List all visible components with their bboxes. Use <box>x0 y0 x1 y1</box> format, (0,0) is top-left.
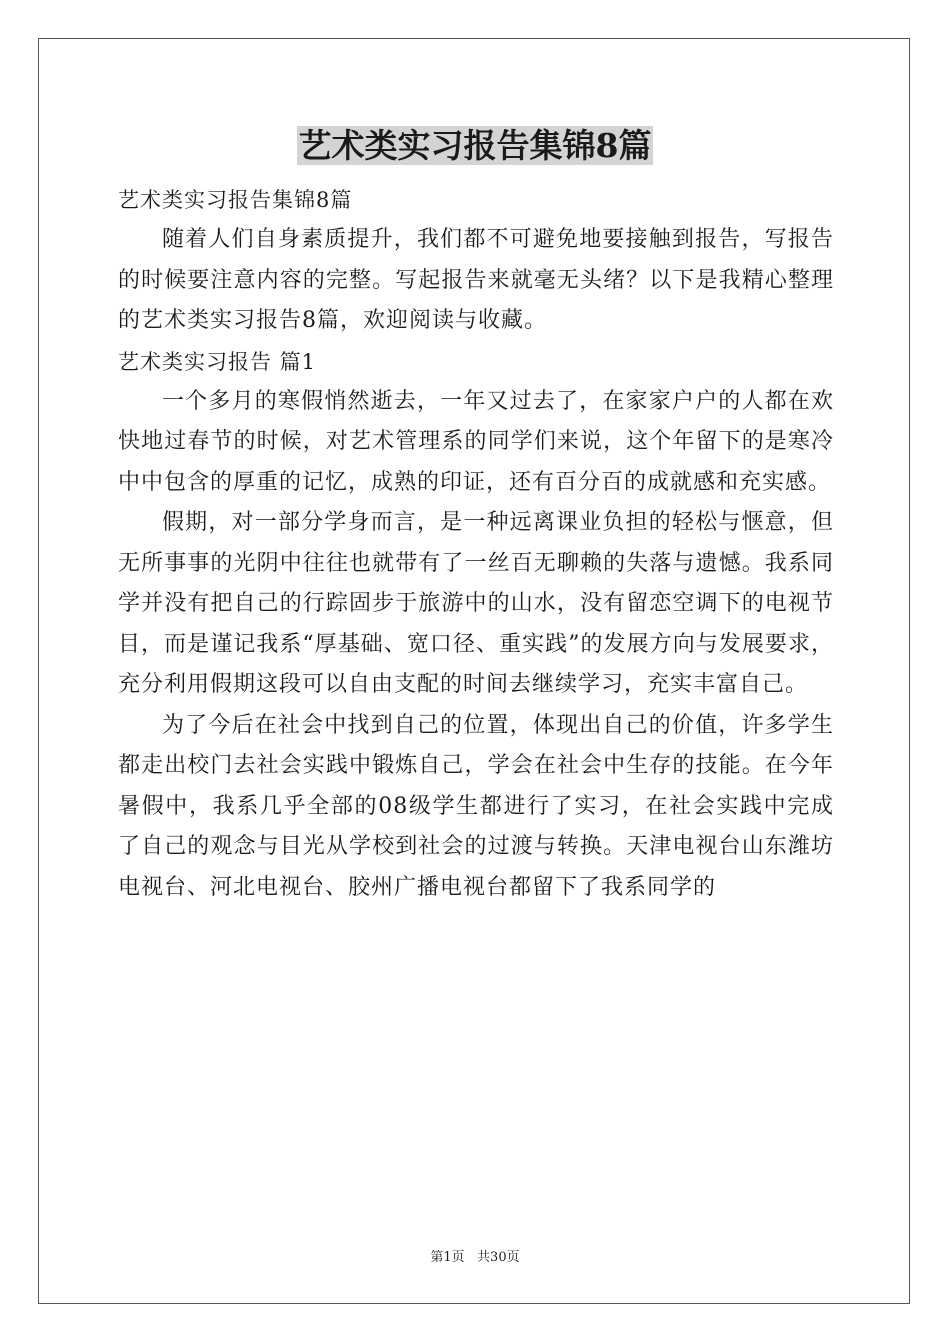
body-paragraph-2: 假期，对一部分学身而言，是一种远离课业负担的轻松与惬意，但无所事事的光阴中往往也就带有了一丝百无聊赖的失落与遗憾。我系同学并没有把自己的行踪固步于旅游中的山水，没有留恋空调下的电视节目，而是谨记我系“厚基础、宽口径、重实践”的发展方向与发展要求，充分利用假期这段可以自由支配的时间去继续学习，充实丰富自己。 <box>118 510 834 697</box>
intro-paragraph: 随着人们自身素质提升，我们都不可避免地要接触到报告，写报告的时候要注意内容的完整。写起报告来就毫无头绪？以下是我精心整理的艺术类实习报告8篇，欢迎阅读与收藏。 <box>118 227 834 333</box>
section-heading: 艺术类实习报告 篇1 <box>118 349 317 374</box>
document-title-text: 艺术类实习报告集锦8篇 <box>298 126 652 165</box>
document-body <box>118 180 834 908</box>
body-paragraph-1: 一个多月的寒假悄然逝去，一年又过去了，在家家户户的人都在欢快地过春节的时候，对艺术管理系的同学们来说，这个年留下的是寒冷中中包含的厚重的记忆，成熟的印证，还有百分百的成就感和充实感。 <box>118 388 834 495</box>
page-footer: 第1页 共30页 <box>430 1250 520 1265</box>
body-paragraph-3: 为了今后在社会中找到自己的位置，体现出自己的价值，许多学生都走出校门去社会实践中锻炼自己，学会在社会中生存的技能。在今年暑假中，我系几乎全部的08级学生都进行了实习，在社会实践中完成了自己的观念与目光从学校到社会的过渡与转换。天津电视台山东潍坊电视台、河北电视台、胶州广播电视台都留下了我系同学的 <box>118 712 834 900</box>
document-title <box>0 124 950 168</box>
document-subtitle: 艺术类实习报告集锦8篇 <box>118 188 353 212</box>
